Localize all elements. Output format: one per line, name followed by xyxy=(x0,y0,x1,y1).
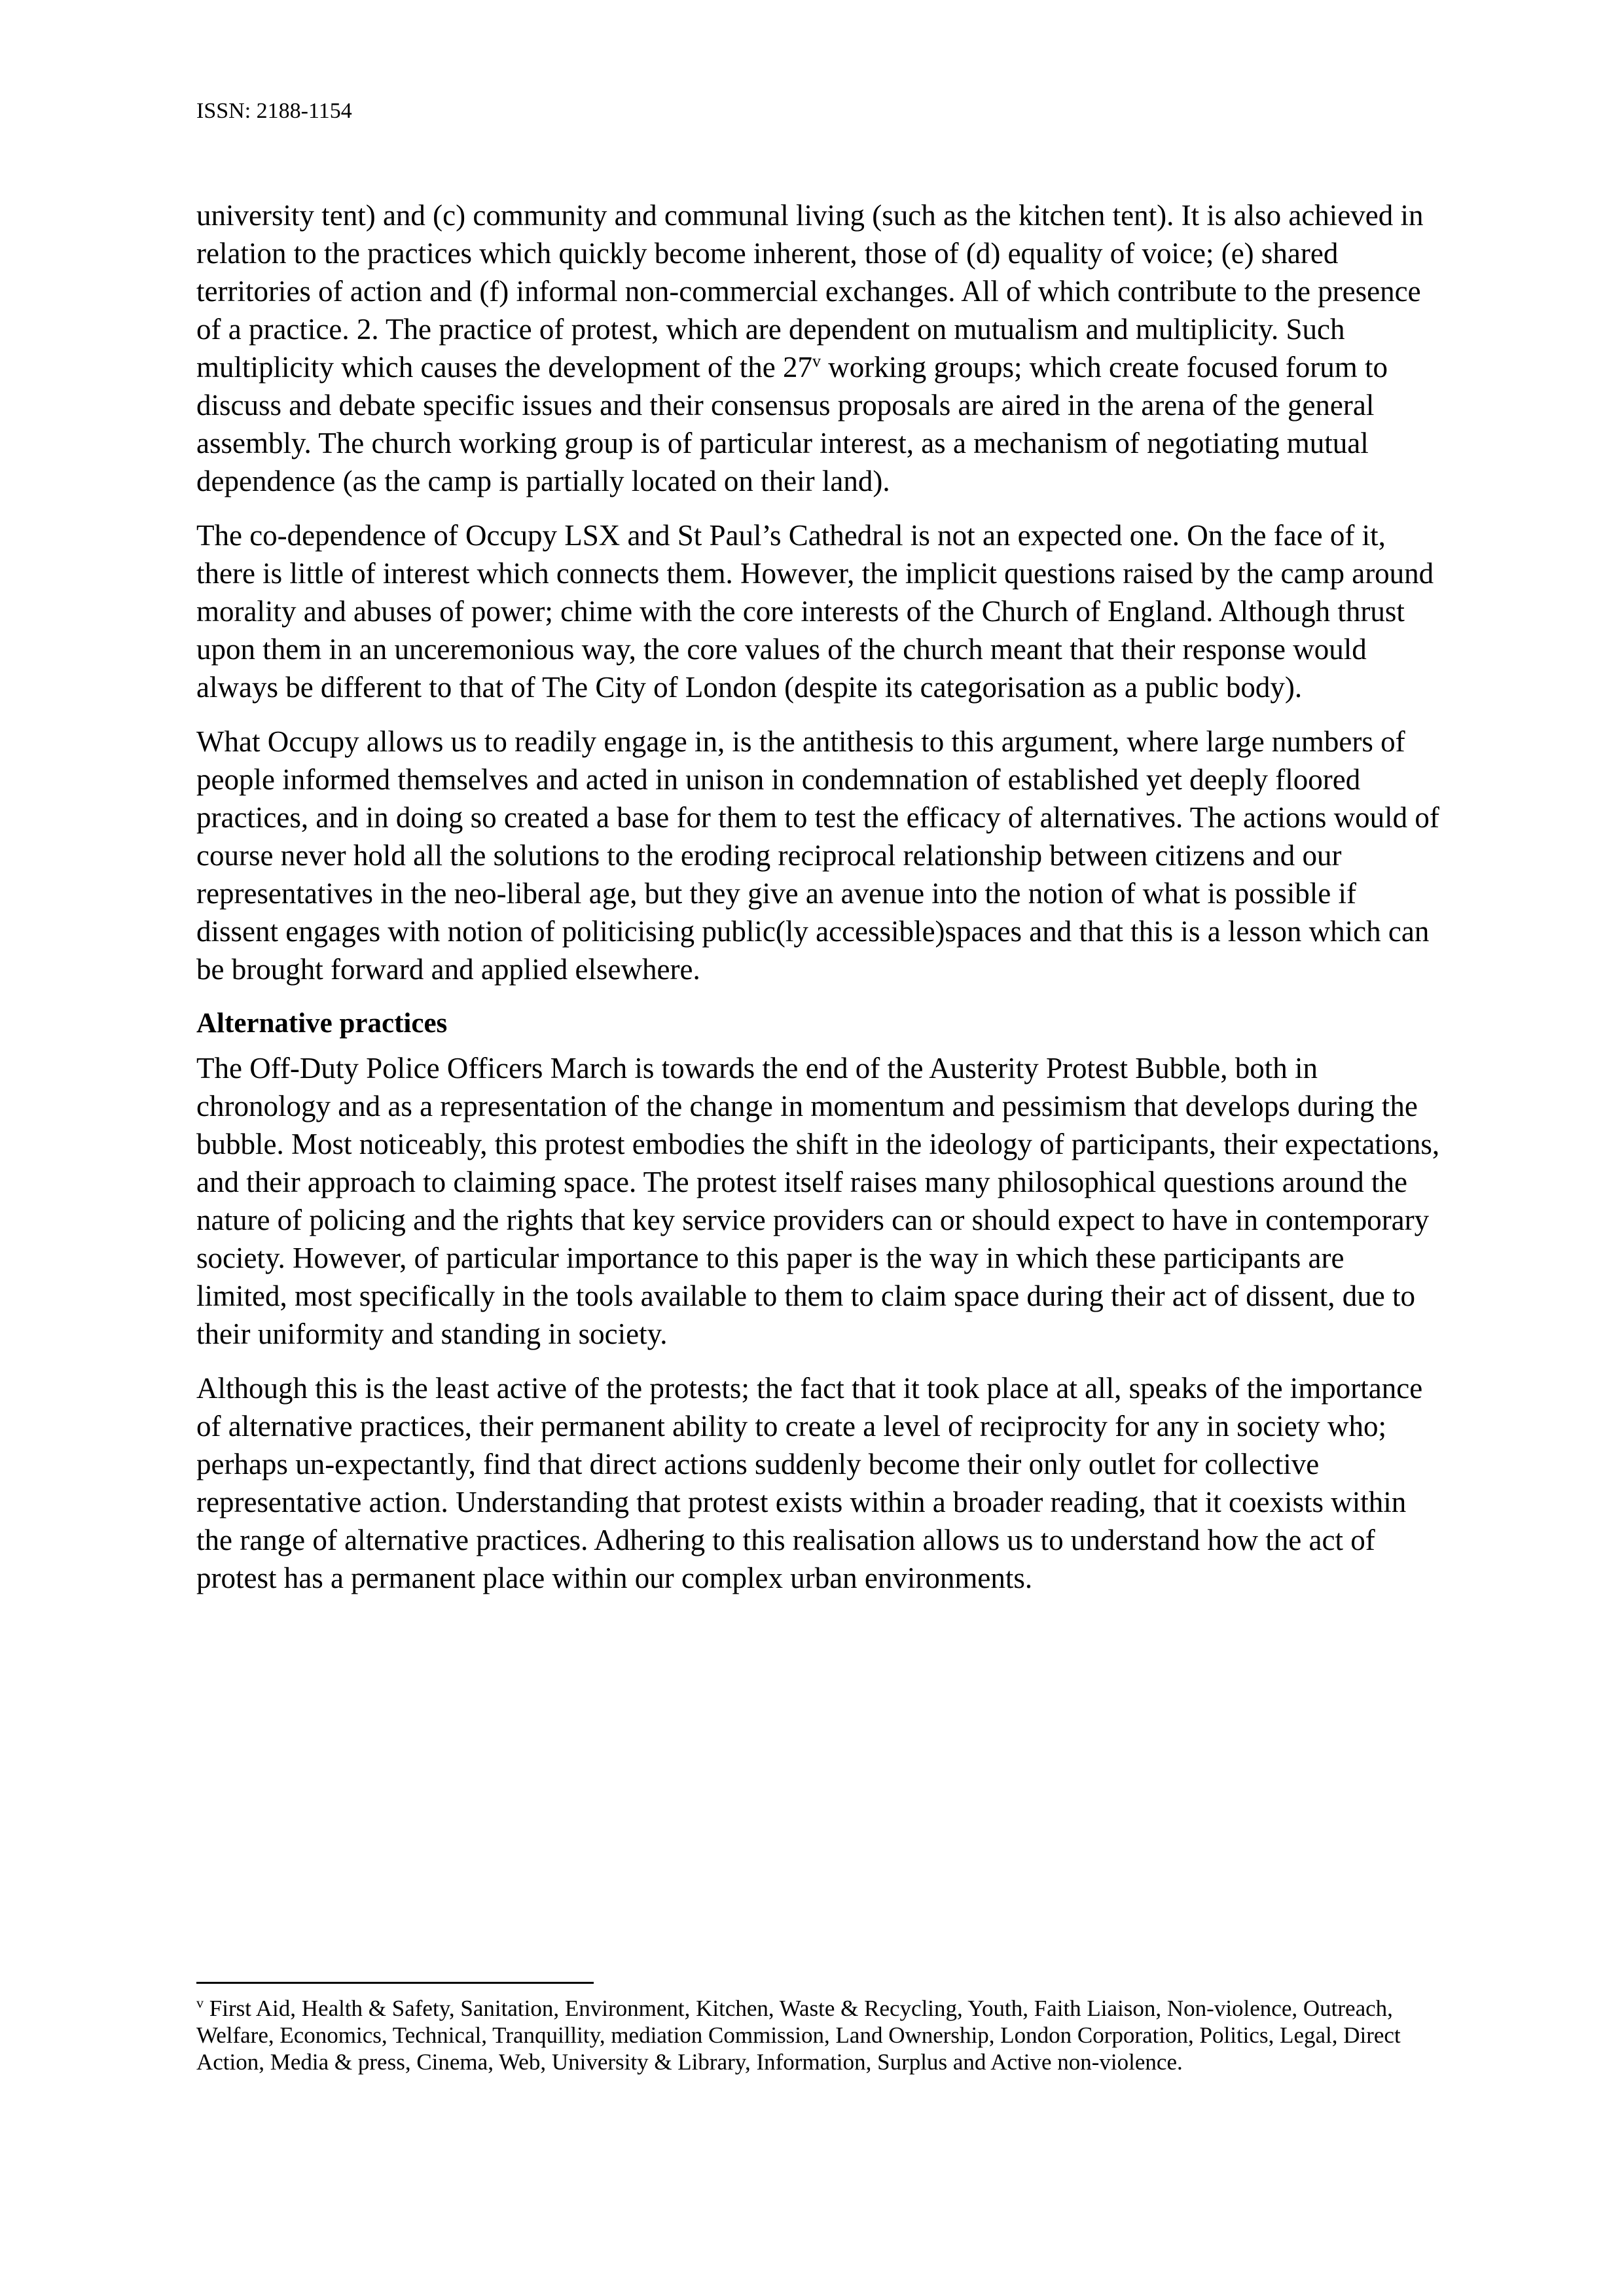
paragraph-police-march: The Off-Duty Police Officers March is towards the end of the Austerity Protest Bubble, both in chronology and as a representation of the change in momentum and pessimism that develops during the bubble. Most noticeably, this protest embodies the shift in the ideology of participants, their expectations, and their approach to claiming space. The protest itself raises many philosophical questions around the nature of policing and the rights that key service providers can or should expect to have in contemporary society. However, of particular importance to this paper is the way in which these participants are limited, most specifically in the tools available to them to claim space during their act of dissent, due to their uniformity and standing in society. xyxy=(196,1052,1440,1350)
paragraph-working-groups xyxy=(196,196,1440,500)
footnote-text: First Aid, Health & Safety, Sanitation, Environment, Kitchen, Waste & Recycling, Youth, Faith Liaison, Non-violence, Outreach, Welfare, Economics, Technical, Tranquillity, mediation Commission, Land Ownership, London Corporation, Politics, Legal, Direct Action, Media & press, Cinema, Web, University & Library, Information, Surplus and Active non-violence. xyxy=(196,1996,1401,2075)
footnote-divider xyxy=(196,1982,594,1984)
footnote-marker: v xyxy=(196,1994,204,2011)
issn-header: ISSN: 2188-1154 xyxy=(196,99,352,123)
paragraph-text-end: working groups; which create focused forum to discuss and debate specific issues and their consensus proposals are aired in the arena of the general assembly. The church working group is of particular interest, as a mechanism of negotiating mutual dependence (as the camp is partially located on their land). xyxy=(196,351,1388,497)
paragraph-occupy: What Occupy allows us to readily engage in, is the antithesis to this argument, where large numbers of people informed themselves and acted in unison in condemnation of established yet deeply floored practices, and in doing so created a base for them to test the efficacy of alternatives. The actions would of course never hold all the solutions to the eroding reciprocal relationship between citizens and our representatives in the neo-liberal age, but they give an avenue into the notion of what is possible if dissent engages with notion of politicising public(ly accessible)spaces and that this is a lesson which can be brought forward and applied elsewhere. xyxy=(196,725,1439,986)
footnote-reference[interactable]: v xyxy=(812,351,821,370)
paragraph-least-active: Although this is the least active of the protests; the fact that it took place at all, speaks of the importance of alternative practices, their permanent ability to create a level of reciprocity for any in society who; perhaps un-expectantly, find that direct actions suddenly become their only outlet for collective representative action. Understanding that protest exists within a broader reading, that it coexists within the range of alternative practices. Adhering to this realisation allows us to understand how the act of protest has a permanent place within our complex urban environments. xyxy=(196,1372,1423,1594)
article-body xyxy=(196,196,1440,1613)
paragraph-text-start: university tent) and (c) community and communal living (such as the kitchen tent). It is also achieved in relation to the practices which quickly become inherent, those of (d) equality of voice; (e) shared territories of action and (f) informal non-commercial exchanges. All of which contribute to the presence of a practice. 2. The practice of protest, which are dependent on mutualism and multiplicity. Such multiplicity which causes the development of the 27 xyxy=(196,199,1424,384)
paragraph-co-dependence: The co-dependence of Occupy LSX and St Paul’s Cathedral is not an expected one. On the face of it, there is little of interest which connects them. However, the implicit questions raised by the camp around morality and abuses of power; chime with the core interests of the Church of England. Although thrust upon them in an unceremonious way, the core values of the church meant that their response would always be different to that of The City of London (despite its categorisation as a public body). xyxy=(196,519,1434,704)
footnote xyxy=(196,1995,1420,2075)
section-heading: Alternative practices xyxy=(196,1008,448,1039)
